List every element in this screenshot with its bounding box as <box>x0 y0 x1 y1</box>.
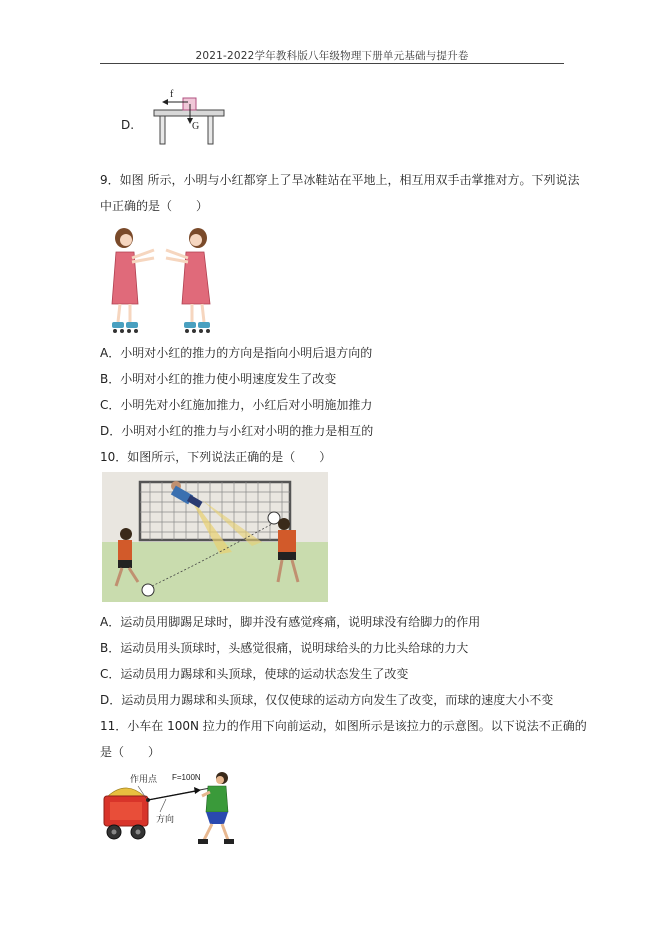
q11-cart-figure <box>100 766 240 848</box>
table-top <box>154 110 224 116</box>
q10-soccer-photo <box>102 472 328 602</box>
force-arrow <box>148 791 196 800</box>
q11-stem-line1: 11．小车在 100N 拉力的作用下向前运动，如图所示是该拉力的示意图。以下说法不正确的 <box>100 719 587 733</box>
page-header: 2021-2022学年教科版八年级物理下册单元基础与提升卷 <box>195 50 469 62</box>
q10-stem: 10．如图所示，下列说法正确的是（ ） <box>100 450 332 464</box>
q9-option-b: B．小明对小红的推力使小明速度发生了改变 <box>100 372 337 386</box>
q11-stem-line2: 是（ ） <box>100 745 161 759</box>
q9-option-a: A．小明对小红的推力的方向是指向小明后退方向的 <box>100 346 373 360</box>
left-skater <box>112 228 154 333</box>
label-point: 作用点 <box>130 775 158 785</box>
q9-stem-line2: 中正确的是（ ） <box>100 199 209 213</box>
force-arrowhead <box>194 787 201 794</box>
q10-option-b: B．运动员用头顶球时，头感觉很痛，说明球给头的力比头给球的力大 <box>100 641 469 655</box>
header-divider <box>100 63 564 64</box>
label-direction: 方向 <box>156 815 175 825</box>
q9-option-d: D．小明对小红的推力与小红对小明的推力是相互的 <box>100 424 374 438</box>
q9-stem-line1: 9．如图 所示，小明与小红都穿上了旱冰鞋站在平地上，相互用双手击掌推对方。下列说法 <box>100 173 580 187</box>
q9-skaters-figure <box>104 224 216 336</box>
label-f: f <box>170 89 174 100</box>
q9-option-c: C．小明先对小红施加推力，小红后对小明施加推力 <box>100 398 373 412</box>
q10-option-a: A．运动员用脚踢足球时，脚并没有感觉疼痛，说明球没有给脚力的作用 <box>100 615 481 629</box>
q8-table-figure <box>150 86 230 148</box>
table-leg-right <box>208 116 213 144</box>
table-leg-left <box>160 116 165 144</box>
label-force: F=100N <box>172 773 201 782</box>
pulling-man <box>198 772 234 844</box>
right-skater <box>166 228 210 333</box>
q10-option-d: D．运动员用力踢球和头顶球，仅仅使球的运动方向发生了改变，而球的速度大小不变 <box>100 693 554 707</box>
q10-option-c: C．运动员用力踢球和头顶球，使球的运动状态发生了改变 <box>100 667 409 681</box>
cart-load <box>108 788 144 796</box>
label-g: G <box>192 121 200 132</box>
q8-option-d-label: D. <box>121 118 135 132</box>
friction-arrowhead <box>162 99 168 105</box>
